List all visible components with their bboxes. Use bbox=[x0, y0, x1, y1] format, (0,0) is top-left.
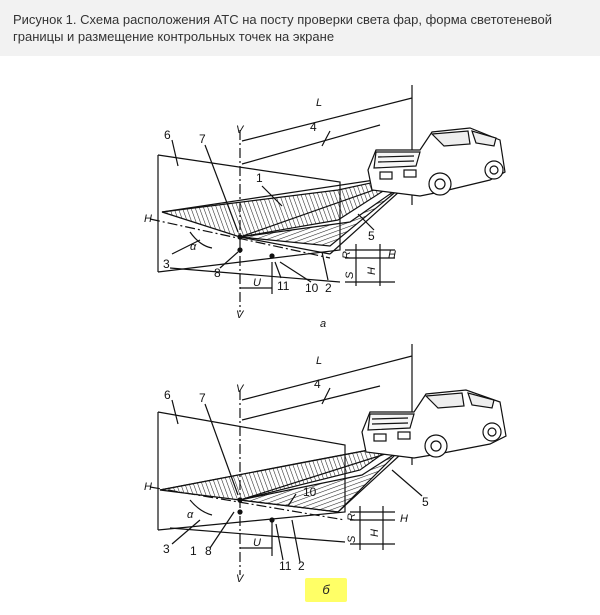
label-v-bottom-a: V bbox=[236, 309, 244, 321]
callout-a-10: 10 bbox=[305, 281, 319, 295]
callout-a-8: 8 bbox=[214, 266, 221, 280]
label-v-bottom-b: V bbox=[236, 573, 244, 585]
label-s-a: S bbox=[344, 271, 356, 279]
sublabel-b: б bbox=[322, 582, 330, 597]
callout-a-4: 4 bbox=[310, 120, 317, 134]
callout-b-2: 2 bbox=[298, 559, 305, 573]
label-u-b: U bbox=[253, 537, 261, 549]
callout-b-10: 10 bbox=[303, 485, 317, 499]
label-h-right-a: H bbox=[388, 249, 396, 261]
label-alpha-b: α bbox=[187, 509, 194, 521]
callout-b-1: 1 bbox=[190, 544, 197, 558]
callout-a-5: 5 bbox=[368, 229, 375, 243]
callout-b-5: 5 bbox=[422, 495, 429, 509]
headlight-diagrams bbox=[0, 56, 600, 615]
label-h-right-b: H bbox=[400, 513, 408, 525]
callout-b-8: 8 bbox=[205, 544, 212, 558]
label-h-left-a: H bbox=[144, 213, 152, 225]
label-u-a: U bbox=[253, 277, 261, 289]
sublabel-b-highlight bbox=[305, 578, 347, 602]
label-r-b: R bbox=[346, 513, 358, 521]
callout-a-6: 6 bbox=[164, 128, 171, 142]
label-h-dim-b: H bbox=[369, 529, 381, 537]
label-s-b: S bbox=[346, 535, 358, 543]
callout-a-2: 2 bbox=[325, 281, 332, 295]
label-r-a: R bbox=[341, 251, 353, 259]
callout-a-11: 11 bbox=[277, 279, 290, 293]
label-alpha-a: α bbox=[190, 241, 197, 253]
callout-b-6: 6 bbox=[164, 388, 171, 402]
label-h-left-b: H bbox=[144, 481, 152, 493]
callout-a-1: 1 bbox=[256, 171, 263, 185]
callout-b-7: 7 bbox=[199, 391, 206, 405]
callout-b-3: 3 bbox=[163, 542, 170, 556]
sublabel-a: а bbox=[320, 318, 327, 330]
label-l-b: L bbox=[316, 355, 323, 367]
callout-a-7: 7 bbox=[199, 132, 206, 146]
car-illustration-b bbox=[362, 390, 506, 458]
label-v-top-a: V bbox=[236, 124, 244, 136]
label-v-top-b: V bbox=[236, 383, 244, 395]
diagram-a bbox=[150, 85, 412, 312]
diagram-b bbox=[150, 344, 422, 575]
figure-caption: Рисунок 1. Схема расположения АТС на посту проверки света фар, форма светотеневой границы и размещение контрольных точек на экране bbox=[0, 0, 600, 56]
label-l-a: L bbox=[316, 97, 323, 109]
car-illustration-a bbox=[368, 128, 505, 196]
callout-b-11: 11 bbox=[279, 559, 292, 573]
callout-a-3: 3 bbox=[163, 257, 170, 271]
label-h-dim-a: H bbox=[366, 267, 378, 275]
callout-b-4: 4 bbox=[314, 377, 321, 391]
l-dimension-a bbox=[242, 98, 412, 141]
